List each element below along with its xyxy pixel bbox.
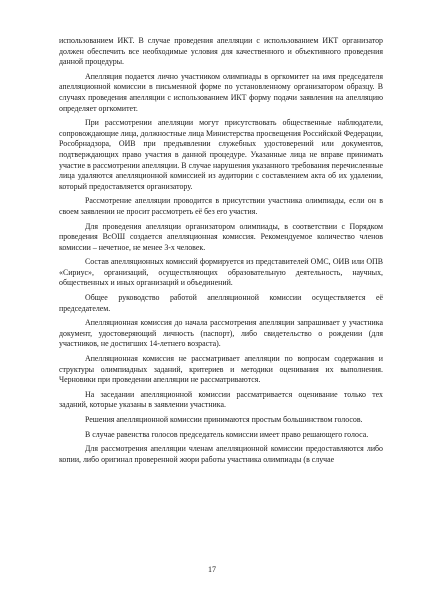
paragraph-work-copies: Для рассмотрения апелляции членам апелляционной комиссии предоставляются либо копии, либо оригинал проверенной жюри работы участника олимпиады (в случае <box>59 444 383 464</box>
paragraph-observers: При рассмотрении апелляции могут присутствовать общественные наблюдатели, сопровождающие лица, должностные лица Министерства просвещения Российской Федерации, Рособрнадзора, ОИВ при предъявлении служебных удостоверений или документов, подтверждающих право участия в данной процедуре. Указанные лица не вправе принимать участие в рассмотрении апелляции. В случае нарушения указанного требования перечисленные лица удаляются апелляционной комиссией из аудитории с составлением акта об их удалении, который предоставляется организатору. <box>59 118 383 191</box>
paragraph-not-considered: Апелляционная комиссия не рассматривает апелляции по вопросам содержания и структуры олимпиадных заданий, критериев и методики оценивания их выполнения. Черновики при проведении апелляции не рассматриваются. <box>59 354 383 385</box>
paragraph-tasks-in-statement: На заседании апелляционной комиссии рассматривается оценивание только тех заданий, которые указаны в заявлении участника. <box>59 389 383 410</box>
page-number: 17 <box>208 565 216 574</box>
paragraph-majority-vote: Решения апелляционной комиссии принимаются простым большинством голосов. <box>85 415 363 424</box>
paragraph-identity-document: Апелляционная комиссия до начала рассмотрения апелляции запрашивает у участника документ, удостоверяющий личность (паспорт), либо свидетельство о рождении (для участников, не достигших 14-летнего возраста). <box>59 318 383 349</box>
paragraph-ict-continuation: использованием ИКТ. В случае проведения апелляции с использованием ИКТ организатор должен обеспечить все необходимые условия для качественного и объективного проведения данной процедуры. <box>59 36 383 67</box>
paragraph-commission-composition: Состав апелляционных комиссий формируется из представителей ОМС, ОИВ или ОПВ «Сириус», организаций, осуществляющих образовательную деятельность, научных, общественных и иных организаций и объединений. <box>59 257 383 288</box>
paragraph-participant-presence: Рассмотрение апелляции проводится в присутствии участника олимпиады, если он в своем заявлении не просит рассмотреть её без его участия. <box>59 196 383 216</box>
paragraph-chairman-leadership: Общее руководство работой апелляционной комиссии осуществляется её председателем. <box>59 293 383 313</box>
paragraph-appeal-submission: Апелляция подается лично участником олимпиады в оргкомитет на имя председателя апелляционной комиссии в письменной форме по установленному организатором образцу. В случаях проведения апелляции с использованием ИКТ форму подачи заявления на апелляцию определяет оргкомитет. <box>59 71 383 113</box>
paragraph-casting-vote: В случае равенства голосов председатель комиссии имеет право решающего голоса. <box>85 429 369 439</box>
paragraph-commission-creation: Для проведения апелляции организатором олимпиады, в соответствии с Порядком проведения ВсОШ создается апелляционная комиссия. Рекомендуемое количество членов комиссии – нечетное, не менее 3-х человек. <box>59 221 383 252</box>
document-body <box>59 36 383 469</box>
